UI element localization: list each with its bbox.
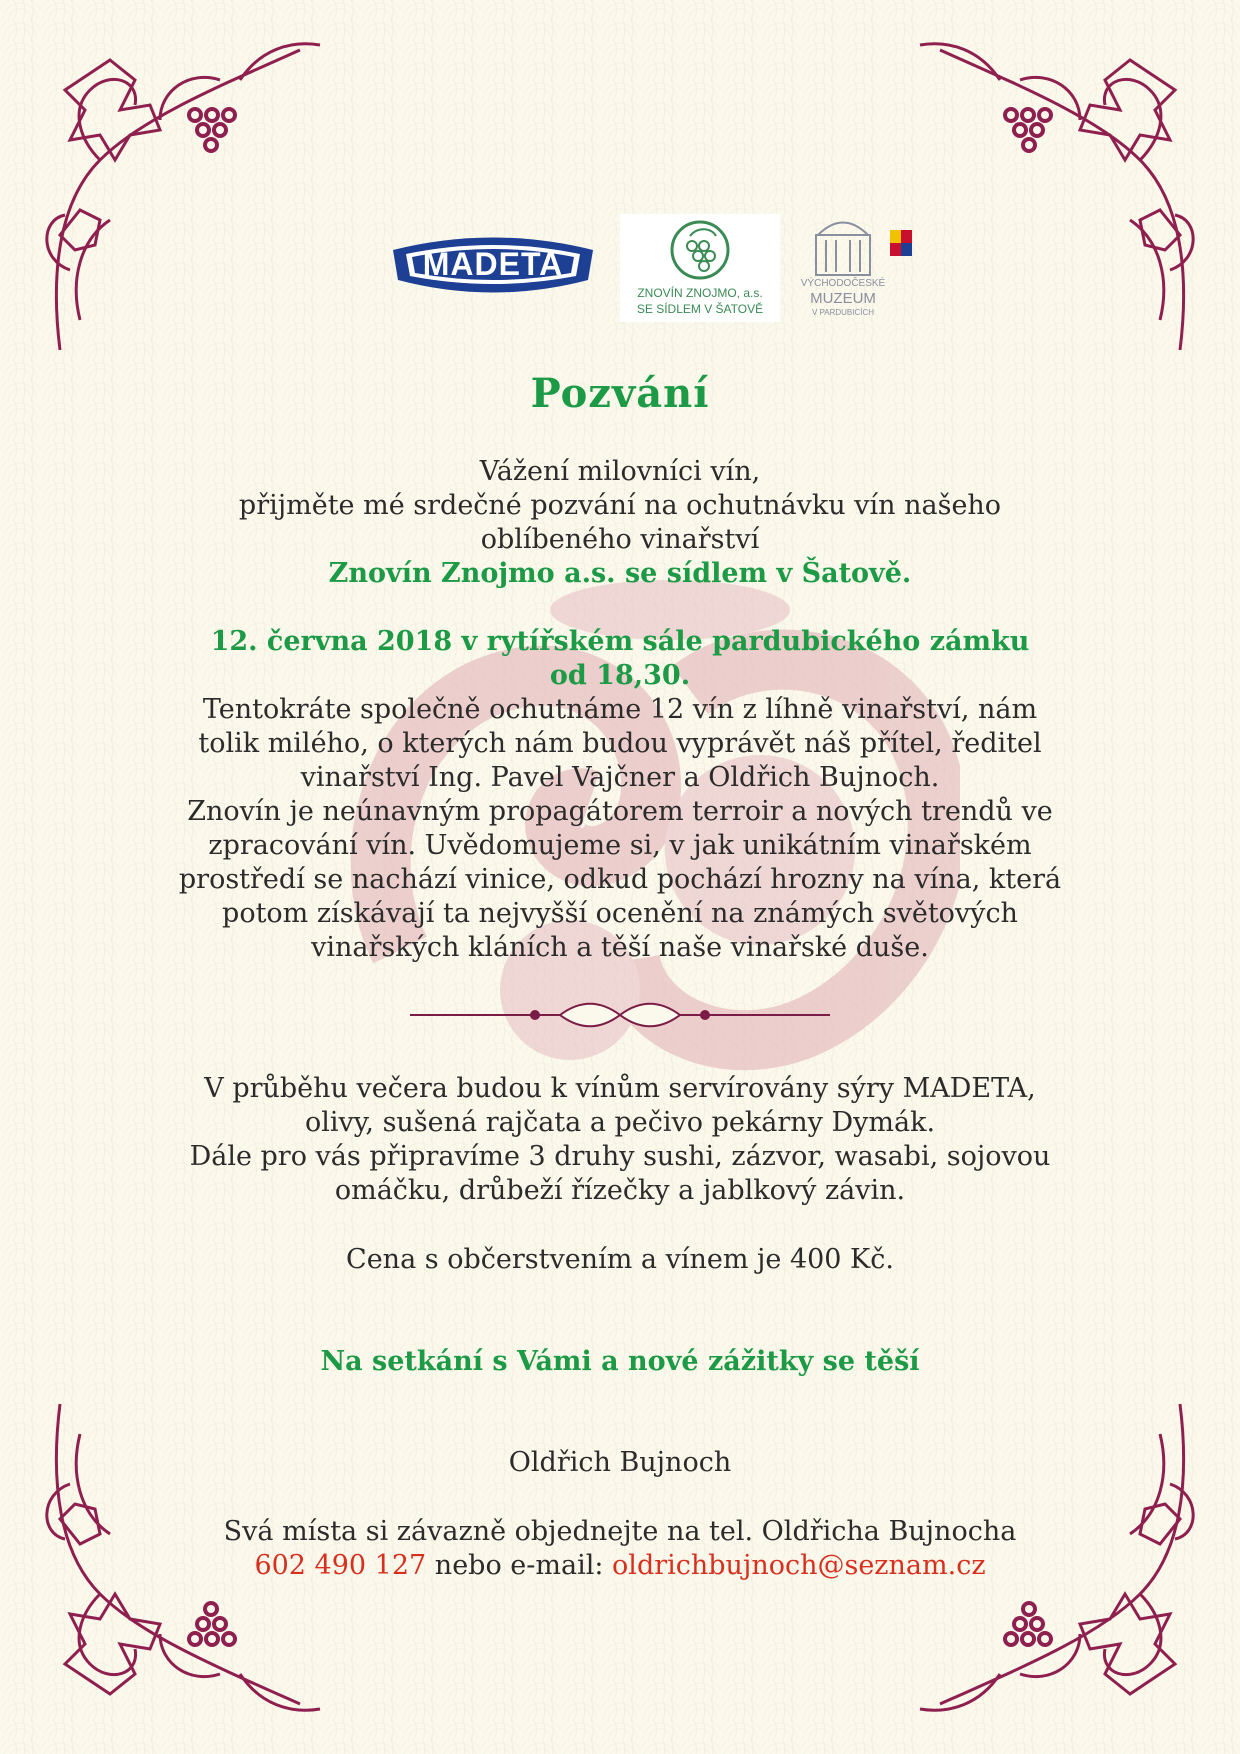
page-title: Pozvání (530, 370, 710, 417)
body-line: vinařství Ing. Pavel Vajčner a Oldřich Bujnoch. (300, 762, 940, 793)
intro-line-3: oblíbeného vinařství (480, 524, 760, 555)
corner-ornament-top-right (900, 20, 1200, 360)
menu-line: V průběhu večera budou k vínům servírovány sýry MADETA, (204, 1073, 1036, 1104)
muzeum-logo-line1: VÝCHODOČESKÉ (800, 278, 886, 289)
reservation-middle-text: nebo e-mail: (426, 1550, 613, 1581)
reservation-line-1: Svá místa si závazně objednejte na tel. Oldřicha Bujnocha (223, 1516, 1017, 1547)
intro-section (150, 455, 1090, 591)
email-link[interactable]: oldrichbujnoch@seznam.cz (612, 1550, 986, 1581)
body-line: zpracování vín. Uvědomujeme si, v jak unikátním vinařském (208, 830, 1032, 861)
muzeum-logo-line2: MUZEUM (810, 290, 876, 307)
phone-number[interactable]: 602 490 127 (254, 1550, 427, 1581)
muzeum-logo (798, 210, 918, 320)
menu-line: Dále pro vás připravíme 3 druhy sushi, zázvor, wasabi, sojovou (189, 1141, 1051, 1172)
znovin-logo-line2: SE SÍDLEM V ŠATOVĚ (636, 302, 764, 316)
grape-vine-ornament-icon (900, 20, 1200, 360)
price-text: Cena s občerstvením a vínem je 400 Kč. (346, 1244, 894, 1275)
body-text (150, 693, 1090, 965)
corner-ornament-top-left (40, 20, 340, 360)
body-line: vinařských kláních a těší naše vinařské duše. (311, 932, 929, 963)
winery-name: Znovín Znojmo a.s. se sídlem v Šatově. (328, 558, 912, 589)
body-line: Znovín je neúnavným propagátorem terroir a nových trendů ve (187, 796, 1053, 827)
event-line-2: od 18,30. (549, 660, 691, 691)
ornamental-divider (410, 1000, 830, 1030)
madeta-logo (388, 230, 598, 298)
body-line: prostředí se nachází vinice, odkud pochází hrozny na vína, která (178, 864, 1062, 895)
flourish-divider-icon (410, 1000, 830, 1030)
menu-line: omáčku, drůbeží řízečky a jablkový závin. (334, 1175, 906, 1206)
event-line-1: 12. června 2018 v rytířském sále pardubického zámku (210, 626, 1030, 657)
znovin-logo (620, 214, 780, 322)
body-line: tolik milého, o kterých nám budou vyprávět náš přítel, ředitel (198, 728, 1042, 759)
grape-leaf-logo-icon (620, 214, 780, 284)
madeta-logo-text: MADETA (422, 246, 564, 282)
grape-vine-ornament-icon (40, 20, 340, 360)
signature: Oldřich Bujnoch (508, 1447, 732, 1478)
znovin-logo-line1: ZNOVÍN ZNOJMO, a.s. (637, 286, 763, 300)
intro-line-1: Vážení milovníci vín, (479, 456, 761, 487)
reservation-info (150, 1515, 1090, 1583)
closing-text: Na setkání s Vámi a nové zážitky se těší (320, 1346, 920, 1377)
muzeum-logo-line3: V PARDUBICÍCH (811, 308, 875, 317)
body-line: potom získávají ta nejvyšší ocenění na známých světových (222, 898, 1018, 929)
body-line: Tentokráte společně ochutnáme 12 vín z líhně vinařství, nám (202, 694, 1038, 725)
reservation-line-2 (150, 1549, 1090, 1583)
menu-text (150, 1072, 1090, 1208)
intro-line-2: přijměte mé srdečné pozvání na ochutnávku vín našeho (238, 490, 1002, 521)
menu-line: olivy, sušená rajčata a pečivo pekárny Dymák. (304, 1107, 936, 1138)
event-details (150, 625, 1090, 693)
sponsor-logos (380, 200, 940, 320)
